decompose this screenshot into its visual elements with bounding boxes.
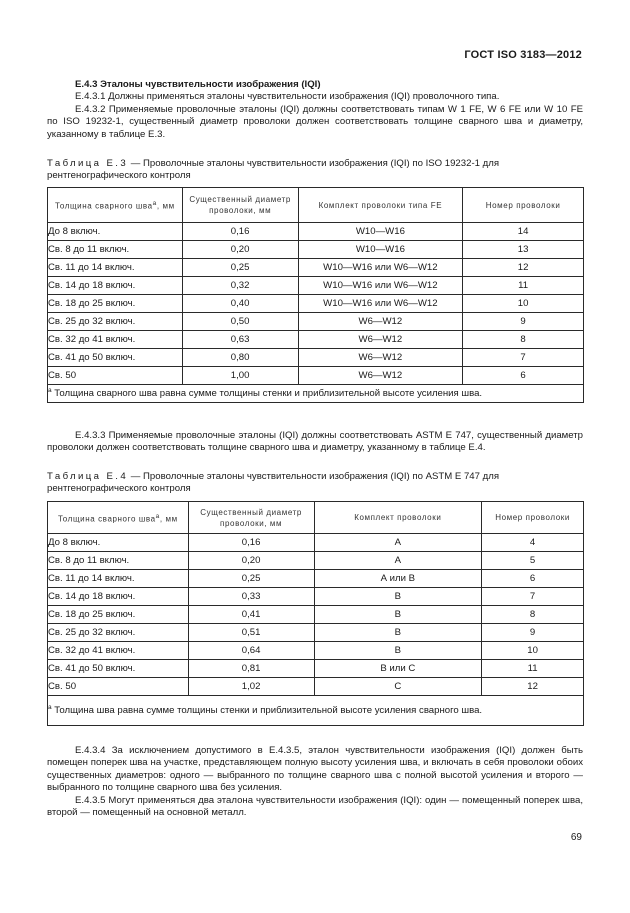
- closing-paragraphs: [47, 745, 583, 819]
- cell-wire-set: W10—W16: [298, 241, 463, 259]
- cell-wire-number: 9: [463, 313, 584, 331]
- table-row: [48, 313, 584, 331]
- cell-wire-number: 10: [463, 295, 584, 313]
- column-header-thickness: Толщина сварного шва$^а$, мм: [48, 188, 183, 223]
- cell-wire-set: В: [314, 606, 482, 624]
- cell-diameter: 0,64: [188, 642, 314, 660]
- cell-thickness: Св. 11 до 14 включ.: [48, 259, 183, 277]
- cell-wire-number: 12: [463, 259, 584, 277]
- cell-wire-set: В: [314, 588, 482, 606]
- cell-thickness: Св. 41 до 50 включ.: [48, 660, 189, 678]
- cell-thickness: Св. 32 до 41 включ.: [48, 642, 189, 660]
- cell-diameter: 0,20: [188, 552, 314, 570]
- table-row: [48, 277, 584, 295]
- column-header-number: Номер проволоки: [463, 188, 584, 223]
- cell-wire-set: W6—W12: [298, 367, 463, 385]
- cell-wire-number: 13: [463, 241, 584, 259]
- cell-diameter: 0,51: [188, 624, 314, 642]
- cell-diameter: 1,02: [188, 678, 314, 696]
- cell-diameter: 0,25: [182, 259, 298, 277]
- paragraph-e431: Е.4.3.1 Должны применяться эталоны чувствительности изображения (IQI) проволочного типа.: [75, 91, 500, 103]
- cell-diameter: 0,80: [182, 349, 298, 367]
- cell-wire-set: А или В: [314, 570, 482, 588]
- cell-diameter: 0,32: [182, 277, 298, 295]
- table-e4-body: [48, 534, 584, 696]
- cell-thickness: Св. 8 до 11 включ.: [48, 241, 183, 259]
- column-header-number: Номер проволоки: [482, 502, 584, 534]
- cell-diameter: 0,33: [188, 588, 314, 606]
- cell-thickness: Св. 14 до 18 включ.: [48, 277, 183, 295]
- cell-wire-set: В: [314, 642, 482, 660]
- cell-diameter: 0,63: [182, 331, 298, 349]
- cell-wire-set: В или С: [314, 660, 482, 678]
- cell-wire-number: 11: [463, 277, 584, 295]
- paragraph-e432: Е.4.3.2 Применяемые проволочные эталоны (IQI) должны соответствовать типам W 1 FE, W 6 FE или W 10 FE по ISO 19232-1, существенный диаметр проволоки должен соответствовать толщине сварного шва и диаметру, указанному в таблице Е.3.: [47, 103, 583, 140]
- cell-wire-number: 7: [482, 588, 584, 606]
- section-e43: [47, 79, 583, 141]
- cell-thickness: До 8 включ.: [48, 223, 183, 241]
- cell-wire-set: А: [314, 552, 482, 570]
- table-e3-caption: [47, 158, 583, 183]
- cell-wire-set: В: [314, 624, 482, 642]
- cell-thickness: Св. 8 до 11 включ.: [48, 552, 189, 570]
- table-row: [48, 624, 584, 642]
- table-row: [48, 241, 584, 259]
- paragraph-e434: Е.4.3.4 За исключением допустимого в Е.4.3.5, эталон чувствительности изображения (IQI) должен быть помещен поперек шва на участке, представляющем полную высоту усиления шва, и включать в себя проволоки обоих существенных диаметров: одного — выбранного по толщине сварного шва с полной высотой усиления и второго — выбранного по толщине сварного шва без усиления.: [47, 745, 583, 794]
- table-row: [48, 295, 584, 313]
- cell-diameter: 0,41: [188, 606, 314, 624]
- table-row: [48, 534, 584, 552]
- cell-wire-set: W10—W16 или W6—W12: [298, 277, 463, 295]
- table-row: [48, 588, 584, 606]
- table-e4-title: — Проволочные эталоны чувствительности изображения (IQI) по ASTM E 747 для рентгенографического контроля: [47, 471, 500, 495]
- cell-diameter: 0,20: [182, 241, 298, 259]
- table-e3-body: [48, 223, 584, 385]
- cell-wire-number: 7: [463, 349, 584, 367]
- cell-thickness: Св. 50: [48, 678, 189, 696]
- table-row: [48, 606, 584, 624]
- cell-wire-number: 14: [463, 223, 584, 241]
- paragraph-e433: Е.4.3.3 Применяемые проволочные эталоны (IQI) должны соответствовать ASTM E 747, существенный диаметр проволоки должен соответствовать толщине сварного шва и диаметру, указанному в таблице Е.4.: [47, 430, 583, 454]
- cell-diameter: 1,00: [182, 367, 298, 385]
- cell-wire-number: 12: [482, 678, 584, 696]
- column-header-set: Комплект проволоки: [314, 502, 482, 534]
- cell-diameter: 0,25: [188, 570, 314, 588]
- cell-wire-number: 9: [482, 624, 584, 642]
- table-row: [48, 570, 584, 588]
- column-header-thickness: Толщина сварного шва$^а$, мм: [48, 502, 189, 534]
- cell-diameter: 0,16: [188, 534, 314, 552]
- cell-wire-number: 8: [463, 331, 584, 349]
- document-id: ГОСТ ISO 3183—2012: [464, 49, 582, 61]
- cell-thickness: Св. 18 до 25 включ.: [48, 295, 183, 313]
- cell-wire-number: 11: [482, 660, 584, 678]
- cell-thickness: Св. 18 до 25 включ.: [48, 606, 189, 624]
- cell-thickness: Св. 32 до 41 включ.: [48, 331, 183, 349]
- table-row: [48, 331, 584, 349]
- table-e4-label: Таблица Е.4: [47, 471, 129, 482]
- paragraph-e435: Е.4.3.5 Могут применяться два эталона чувствительности изображения (IQI): один — помещенный поперек шва, второй — помещенный на основной металл.: [47, 794, 583, 819]
- cell-wire-set: А: [314, 534, 482, 552]
- table-row: [48, 642, 584, 660]
- cell-thickness: Св. 11 до 14 включ.: [48, 570, 189, 588]
- table-header-row: [48, 502, 584, 534]
- table-row: [48, 678, 584, 696]
- cell-thickness: Св. 50: [48, 367, 183, 385]
- cell-wire-set: W6—W12: [298, 313, 463, 331]
- column-header-diameter: Существенный диаметр проволоки, мм: [188, 502, 314, 534]
- paragraph-e433-block: [47, 430, 583, 455]
- cell-wire-number: 6: [482, 570, 584, 588]
- table-row: [48, 552, 584, 570]
- table-header-row: [48, 188, 584, 223]
- table-e3-footnote: $^а$ Толщина сварного шва равна сумме толщины стенки и приблизительной высоте усиления шва.: [48, 385, 584, 403]
- cell-thickness: Св. 14 до 18 включ.: [48, 588, 189, 606]
- cell-diameter: 0,50: [182, 313, 298, 331]
- cell-wire-set: W10—W16 или W6—W12: [298, 295, 463, 313]
- cell-diameter: 0,40: [182, 295, 298, 313]
- cell-thickness: Св. 41 до 50 включ.: [48, 349, 183, 367]
- table-row: [48, 367, 584, 385]
- table-e3-label: Таблица Е.3: [47, 158, 129, 169]
- table-e4-footnote: $^а$ Толщина шва равна сумме толщины стенки и приблизительной высоте усиления сварного шва.: [48, 696, 584, 726]
- page-number: 69: [570, 832, 582, 843]
- cell-thickness: Св. 25 до 32 включ.: [48, 624, 189, 642]
- cell-wire-number: 8: [482, 606, 584, 624]
- table-e3: [47, 187, 584, 403]
- table-e4: [47, 501, 584, 726]
- cell-wire-number: 6: [463, 367, 584, 385]
- cell-diameter: 0,81: [188, 660, 314, 678]
- cell-diameter: 0,16: [182, 223, 298, 241]
- table-e3-title: — Проволочные эталоны чувствительности изображения (IQI) по ISO 19232-1 для рентгенографического контроля: [47, 158, 500, 182]
- cell-wire-set: W6—W12: [298, 349, 463, 367]
- cell-wire-number: 5: [482, 552, 584, 570]
- column-header-diameter: Существенный диаметр проволоки, мм: [182, 188, 298, 223]
- cell-wire-number: 10: [482, 642, 584, 660]
- cell-thickness: До 8 включ.: [48, 534, 189, 552]
- table-e4-caption: [47, 471, 583, 496]
- table-row: [48, 660, 584, 678]
- table-row: [48, 259, 584, 277]
- table-row: [48, 349, 584, 367]
- cell-wire-set: С: [314, 678, 482, 696]
- cell-wire-set: W6—W12: [298, 331, 463, 349]
- cell-wire-set: W10—W16 или W6—W12: [298, 259, 463, 277]
- cell-wire-number: 4: [482, 534, 584, 552]
- table-row: [48, 223, 584, 241]
- section-heading: Е.4.3 Эталоны чувствительности изображения (IQI): [75, 79, 321, 90]
- column-header-set: Комплект проволоки типа FE: [298, 188, 463, 223]
- cell-thickness: Св. 25 до 32 включ.: [48, 313, 183, 331]
- cell-wire-set: W10—W16: [298, 223, 463, 241]
